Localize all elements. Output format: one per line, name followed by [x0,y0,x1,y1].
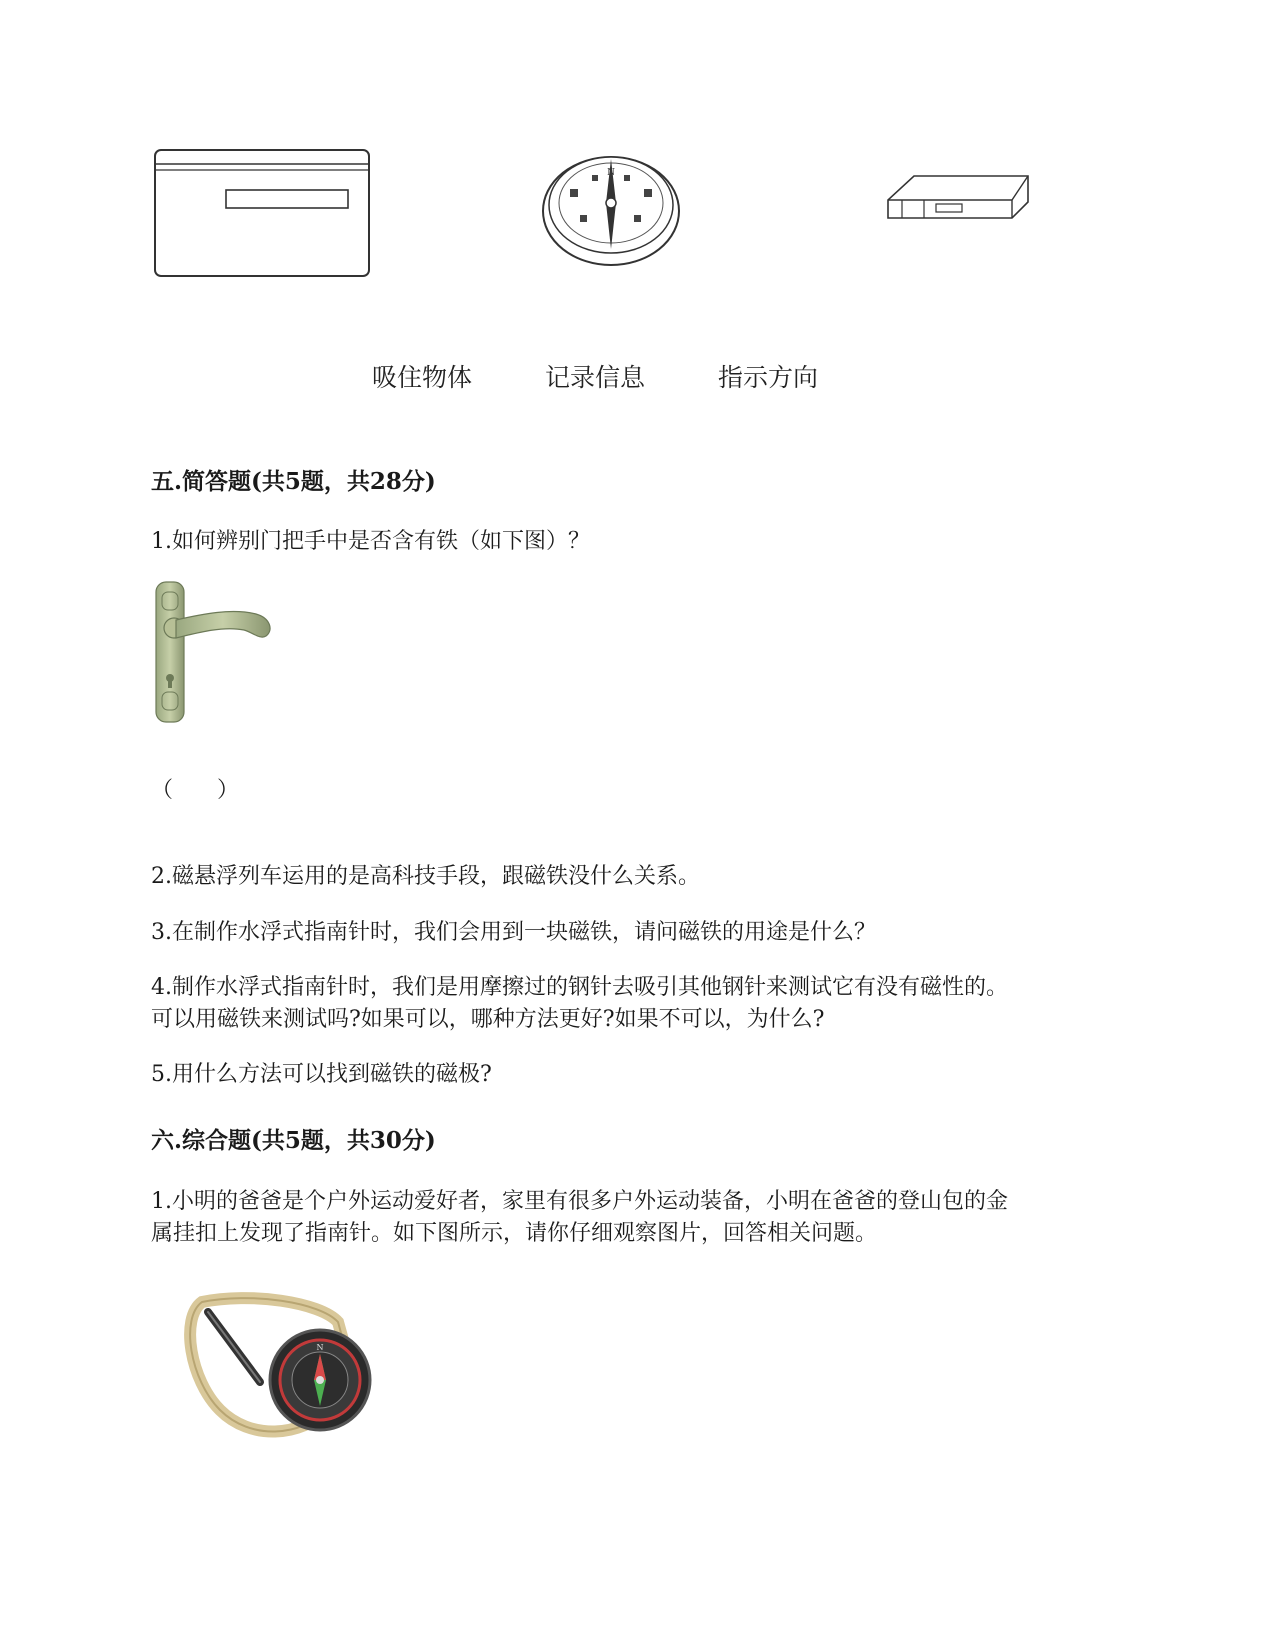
section6-question-1-line2: 属挂扣上发现了指南针。如下图所示，请你仔细观察图片，回答相关问题。 [151,1221,878,1246]
section6-question-1-line1: 1.小明的爸爸是个户外运动爱好者，家里有很多户外运动装备，小明在爸爸的登山包的金 [151,1189,1008,1214]
label-record-info: 记录信息 [545,363,646,392]
section5-question-5: 5.用什么方法可以找到磁铁的磁极? [151,1062,492,1087]
svg-text:N: N [316,1343,324,1352]
section6-heading: 六.综合题(共5题，共30分) [151,1127,436,1154]
label-attract-objects: 吸住物体 [372,363,473,392]
compass-picture [540,145,682,269]
label-indicate-direction: 指示方向 [718,363,819,392]
bank-card-picture [152,147,374,281]
svg-text:N: N [607,168,615,178]
section5-question-2: 2.磁悬浮列车运用的是高科技手段，跟磁铁没什么关系。 [151,864,700,889]
section5-question-3: 3.在制作水浮式指南针时，我们会用到一块磁铁，请问磁铁的用途是什么？ [151,920,876,945]
door-handle-picture [152,580,276,726]
section5-question-4-line1: 4.制作水浮式指南针时，我们是用摩擦过的钢针去吸引其他钢针来测试它有没有磁性的。 [151,975,1008,1000]
section5-question-4-line2: 可以用磁铁来测试吗?如果可以，哪种方法更好?如果不可以，为什么? [151,1007,825,1032]
answer-blank: （ ） [151,778,240,803]
section5-question-1: 1.如何辨别门把手中是否含有铁（如下图）？ [151,529,590,554]
section5-heading: 五.简答题(共5题，共28分) [151,468,436,495]
carabiner-compass-picture [180,1288,380,1446]
pencil-box-picture [884,168,1032,228]
